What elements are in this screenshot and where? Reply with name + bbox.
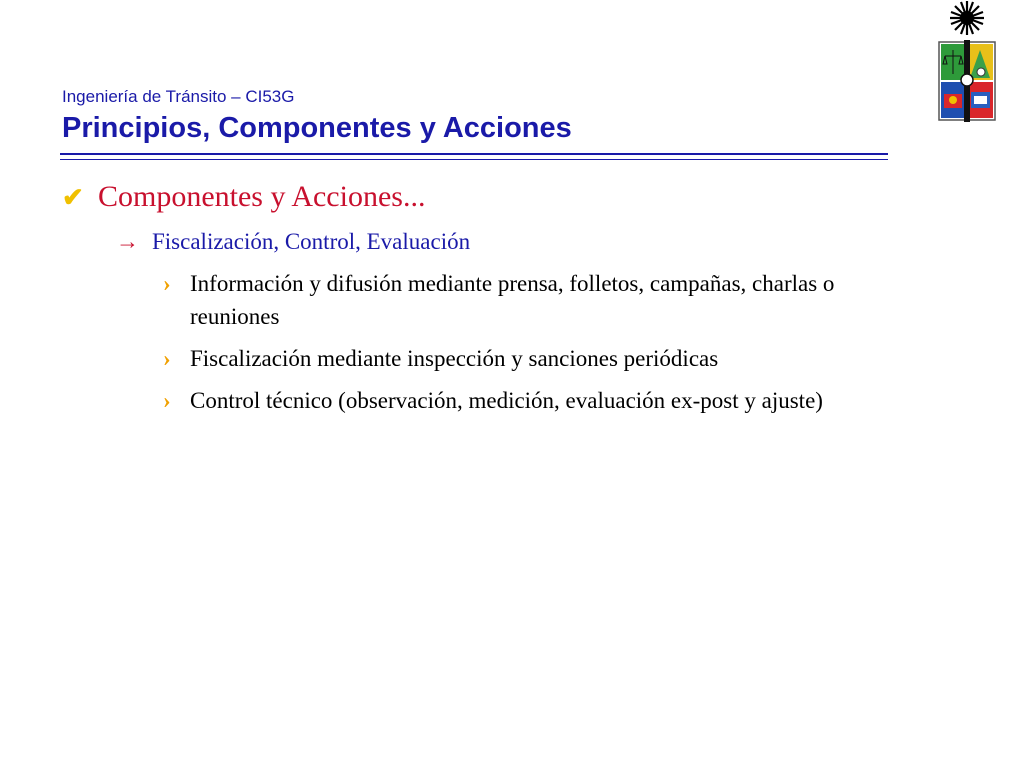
title-divider bbox=[60, 153, 888, 155]
bullet-level2 bbox=[116, 229, 470, 255]
right-arrow-icon: → bbox=[116, 229, 139, 254]
bullet-level3 bbox=[163, 342, 903, 375]
university-coat-of-arms-icon bbox=[934, 0, 1000, 124]
title-divider-thin bbox=[60, 159, 888, 160]
star-burst-icon bbox=[950, 1, 984, 35]
bullet-level3-text: Información y difusión mediante prensa, folletos, campañas, charlas o reuniones bbox=[190, 271, 835, 329]
bullet-level2-text: Fiscalización, Control, Evaluación bbox=[152, 229, 471, 254]
bullet-level3-text: Fiscalización mediante inspección y sanciones periódicas bbox=[190, 346, 719, 371]
chevron-right-icon: › bbox=[163, 271, 171, 296]
bullet-level3 bbox=[163, 267, 903, 333]
slide-title: Principios, Componentes y Acciones bbox=[62, 112, 572, 144]
course-label: Ingeniería de Tránsito – CI53G bbox=[62, 87, 295, 106]
chevron-right-icon: › bbox=[163, 388, 171, 413]
bullet-level1 bbox=[62, 180, 425, 214]
bullet-level3-text: Control técnico (observación, medición, evaluación ex-post y ajuste) bbox=[190, 388, 823, 413]
checkmark-icon: ✔ bbox=[62, 183, 84, 212]
bullet-level1-text: Componentes y Acciones... bbox=[98, 180, 426, 213]
bullet-level3 bbox=[163, 384, 903, 417]
chevron-right-icon: › bbox=[163, 346, 171, 371]
